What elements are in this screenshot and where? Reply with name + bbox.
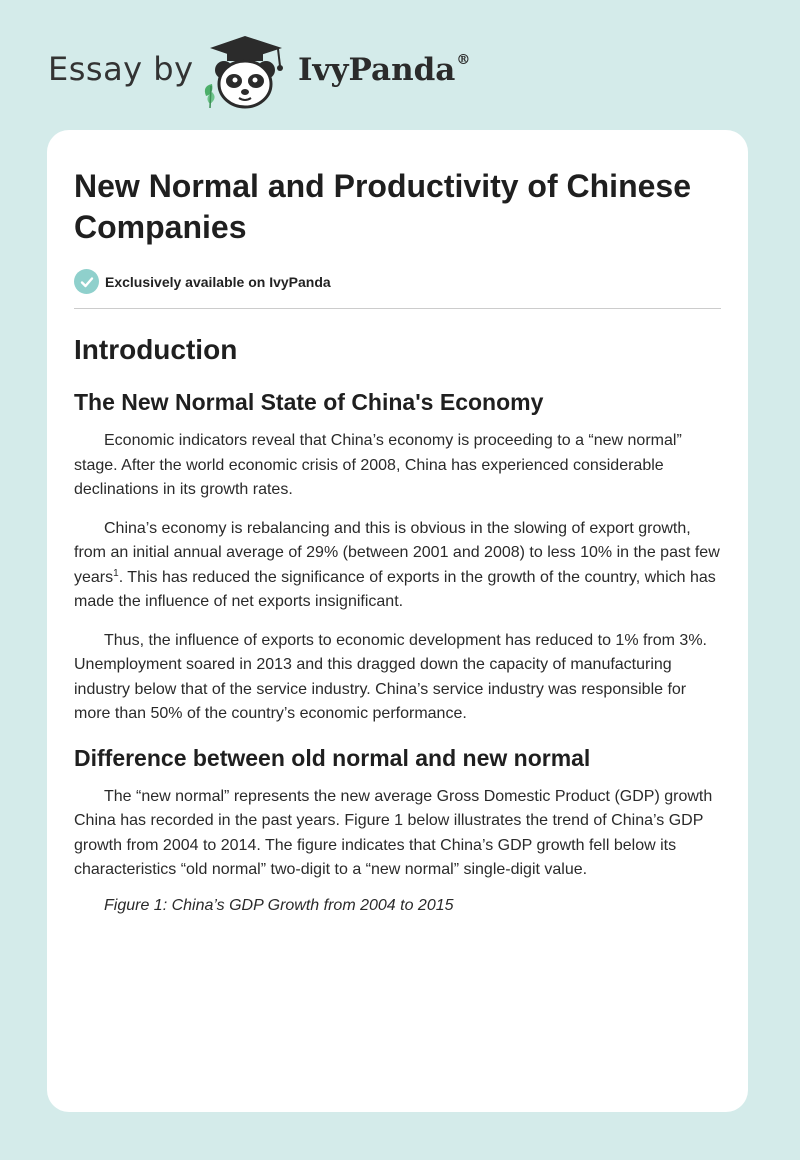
check-icon: [74, 269, 99, 294]
section-heading-introduction: Introduction: [74, 334, 238, 365]
page-title: New Normal and Productivity of Chinese Companies: [74, 168, 691, 245]
subsection-heading-new-normal-state: The New Normal State of China's Economy: [74, 389, 544, 415]
site-header: [48, 30, 568, 110]
exclusive-badge: [74, 269, 721, 294]
panda-graduate-icon[interactable]: [200, 34, 290, 110]
figure-caption: Figure 1: China’s GDP Growth from 2004 to 2015: [104, 896, 454, 914]
paragraph-4: The “new normal” represents the new average Gross Domestic Product (GDP) growth China has recorded in the past years. Figure 1 below illustrates the trend of China’s GDP growth from 2004 to 2014. The figure indicates that China’s GDP growth fell below its characteristics “old normal” two-digit to a “new normal” single-digit value.: [74, 787, 713, 878]
footnote-link[interactable]: 1: [113, 567, 119, 579]
divider: [74, 308, 721, 309]
paragraph-2: China’s economy is rebalancing and this is obvious in the slowing of export growth, from an initial annual average of 29% (between 2001 and 2008) to less 10% in the past few years$^1$. This has reduced the significance of exports in the growth of the country, which has made the influence of net exports insignificant.: [74, 519, 720, 610]
essay-by-label: Essay by: [48, 50, 194, 88]
brand-name[interactable]: IvyPanda®: [298, 52, 471, 88]
article-card: [47, 130, 748, 1112]
paragraph-1: Economic indicators reveal that China’s economy is proceeding to a “new normal” stage. After the world economic crisis of 2008, China has experienced considerable declinations in its growth rates.: [74, 432, 682, 498]
subsection-heading-old-vs-new: Difference between old normal and new normal: [74, 744, 591, 771]
paragraph-3: Thus, the influence of exports to economic development has reduced to 1% from 3%. Unemployment soared in 2013 and this dragged down the capacity of manufacturing industry below that of the service industry. China’s service industry was responsible for more than 50% of the country’s economic performance.: [74, 631, 707, 722]
badge-label: Exclusively available on IvyPanda: [105, 273, 331, 290]
